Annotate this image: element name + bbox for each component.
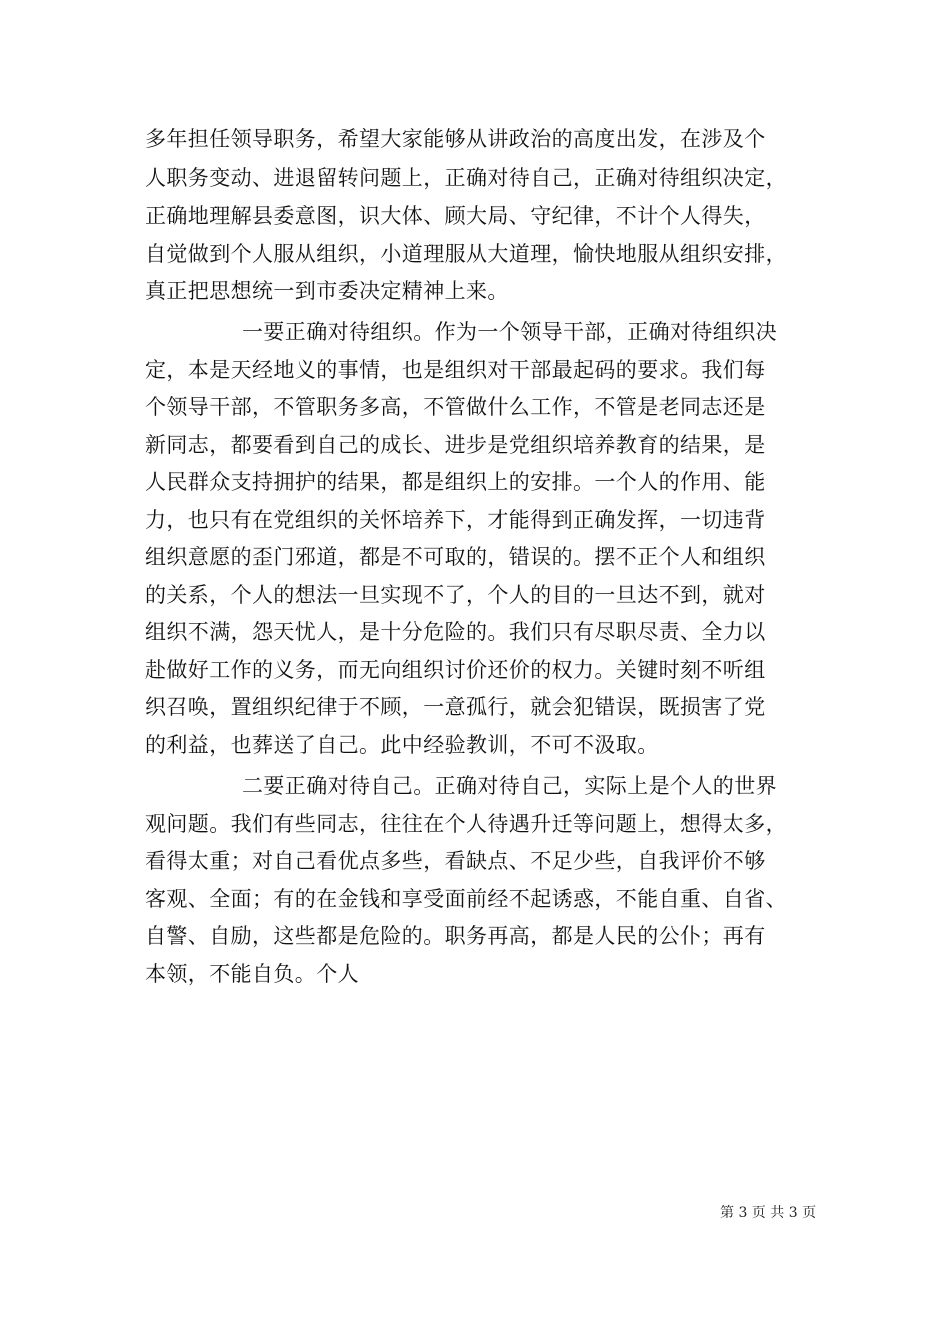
paragraph-3-line-5: 自警、自励，这些都是危险的。职务再高，都是人民的公仆；再有 bbox=[145, 924, 766, 948]
paragraph-2-line-6: 力，也只有在党组织的关怀培养下，才能得到正确发挥，一切违背 bbox=[145, 508, 766, 532]
paragraph-3-line-3: 看得太重；对自己看优点多些，看缺点、不足少些，自我评价不够 bbox=[145, 849, 766, 873]
paragraph-2-line-1: 一要正确对待组织。作为一个领导干部，正确对待组织决 bbox=[242, 320, 777, 344]
paragraph-2-line-12: 的利益，也葬送了自己。此中经验教训，不可不汲取。 bbox=[145, 733, 659, 757]
paragraph-2-line-10: 赴做好工作的义务，而无向组织讨价还价的权力。关键时刻不听组 bbox=[145, 658, 766, 682]
paragraph-3-line-6: 本领，不能自负。个人 bbox=[145, 962, 359, 986]
paragraph-2-line-8: 的关系，个人的想法一旦实现不了，个人的目的一旦达不到，就对 bbox=[145, 583, 766, 607]
paragraph-2-line-2: 定，本是天经地义的事情，也是组织对干部最起码的要求。我们每 bbox=[145, 358, 766, 382]
paragraph-2-line-5: 人民群众支持拥护的结果，都是组织上的安排。一个人的作用、能 bbox=[145, 470, 766, 494]
paragraph-3-line-1: 二要正确对待自己。正确对待自己，实际上是个人的世界 bbox=[242, 774, 777, 798]
paragraph-2-line-11: 织召唤，置组织纪律于不顾，一意孤行，就会犯错误，既损害了党 bbox=[145, 695, 766, 719]
paragraph-1-line-1: 多年担任领导职务，希望大家能够从讲政治的高度出发，在涉及个 bbox=[145, 127, 766, 151]
paragraph-2-line-4: 新同志，都要看到自己的成长、进步是党组织培养教育的结果，是 bbox=[145, 433, 766, 457]
paragraph-2-line-7: 组织意愿的歪门邪道，都是不可取的，错误的。摆不正个人和组织 bbox=[145, 545, 766, 569]
paragraph-1-line-5: 真正把思想统一到市委决定精神上来。 bbox=[145, 279, 509, 303]
paragraph-3-line-4: 客观、全面；有的在金钱和享受面前经不起诱惑，不能自重、自省、 bbox=[145, 887, 787, 911]
paragraph-3-line-2: 观问题。我们有些同志，往往在个人待遇升迁等问题上，想得太多， bbox=[145, 812, 787, 836]
page-number-footer: 第 3 页 共 3 页 bbox=[720, 1205, 817, 1221]
paragraph-1-line-4: 自觉做到个人服从组织，小道理服从大道理，愉快地服从组织安排， bbox=[145, 242, 787, 266]
paragraph-2-line-3: 个领导干部，不管职务多高，不管做什么工作，不管是老同志还是 bbox=[145, 395, 766, 419]
paragraph-1-line-3: 正确地理解县委意图，识大体、顾大局、守纪律，不计个人得失， bbox=[145, 204, 766, 228]
paragraph-1-line-2: 人职务变动、进退留转问题上，正确对待自己，正确对待组织决定， bbox=[145, 166, 787, 190]
paragraph-2-line-9: 组织不满，怨天忧人，是十分危险的。我们只有尽职尽责、全力以 bbox=[145, 620, 766, 644]
